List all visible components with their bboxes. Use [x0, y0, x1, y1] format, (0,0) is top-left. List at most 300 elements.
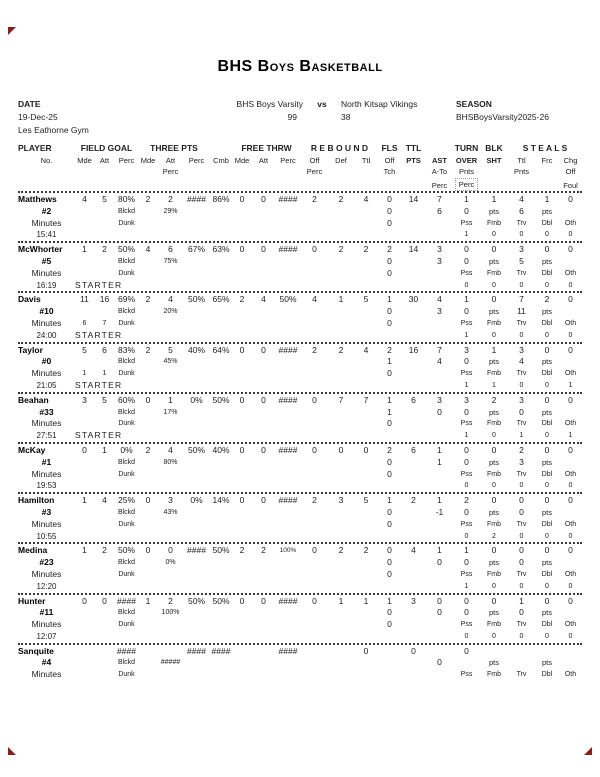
stat-steal-pnts: 0: [519, 607, 524, 618]
stat-three-att-perc: 45%: [163, 358, 178, 366]
stat-ast: 3: [437, 394, 442, 405]
stat-ft-att: 4: [261, 294, 266, 305]
col-label-perc: Perc: [280, 155, 296, 165]
stat-fg-mde: 1: [82, 244, 87, 255]
stat-ft-perc: 50%: [279, 294, 297, 305]
player-line-totals: [18, 646, 582, 658]
stat-ast-ato: 1: [437, 456, 442, 467]
player-number: #1: [41, 456, 52, 467]
player-name: Taylor: [18, 344, 43, 355]
blk-pts-label: pts: [488, 558, 499, 568]
stat-fg-perc: ####: [117, 595, 136, 606]
stat-rb-def: 2: [338, 244, 344, 255]
stat-tp-att: 3: [168, 495, 173, 506]
stat-st-breakdown: 0: [519, 632, 524, 640]
date-label: DATE: [18, 99, 41, 109]
player-line-detail-3: [18, 280, 582, 292]
blocked-label: Blckd: [117, 308, 136, 316]
fmb-label: Fmb: [487, 269, 501, 277]
col-label-off: Off: [384, 155, 395, 165]
minutes-value: 15:41: [36, 230, 57, 240]
player-block: [18, 191, 582, 241]
stat-ast-ato: 0: [437, 406, 442, 417]
stat-three-att-perc: #####: [160, 659, 181, 667]
blocked-label: Blckd: [117, 659, 136, 667]
stat-ft-perc: ####: [278, 344, 298, 355]
stat-rb-def: 7: [338, 394, 344, 405]
stat-st-breakdown: 0: [519, 331, 524, 339]
col-sublabel-perc: Perc: [455, 178, 478, 192]
stat-cmb: 40%: [212, 444, 230, 455]
stat-frc-breakdown: 0: [545, 231, 549, 239]
dbl-label: Dbl: [541, 520, 553, 528]
player-line-detail-2: [18, 519, 582, 531]
stat-fg-att: 2: [102, 545, 107, 556]
stat-fg-perc: 25%: [117, 495, 135, 506]
stat-frc: 0: [544, 444, 550, 455]
stat-rb-off: 4: [312, 294, 317, 305]
stat-chg-breakdown: 0: [568, 231, 573, 239]
stat-cmb: 63%: [212, 244, 230, 255]
stat-ast-ato: -1: [435, 506, 444, 517]
stat-st-breakdown: 0: [519, 231, 524, 239]
stat-cmb: 64%: [212, 344, 230, 355]
col-sublabel-pnts: Pnts: [513, 167, 529, 176]
stat-ft-att: 2: [261, 545, 266, 556]
stat-over-pnts: 0: [464, 306, 469, 317]
stat-over-pnts: 0: [464, 557, 469, 568]
player-block: [18, 492, 582, 542]
stat-tp-att: 5: [168, 344, 173, 355]
stat-ast-ato: 0: [437, 607, 442, 618]
player-line-detail-1: [18, 256, 582, 268]
stat-fls-row3: 0: [387, 418, 392, 429]
stat-tp-perc: 0%: [190, 495, 203, 506]
stat-fls: 2: [387, 444, 392, 455]
trv-label: Trv: [516, 470, 527, 478]
dunk-label: Dunk: [118, 269, 135, 277]
stat-blk-breakdown: 0: [492, 331, 496, 339]
col-label-ast: AST: [432, 155, 447, 165]
col-label-mde: Mde: [140, 155, 156, 165]
stat-ft-att: 0: [261, 194, 266, 204]
stat-over: 0: [464, 244, 469, 255]
stat-ft-mde: 0: [239, 244, 245, 255]
stat-ft-perc: 100%: [279, 547, 297, 555]
pss-label: Pss: [460, 370, 473, 378]
player-name: Davis: [18, 294, 41, 305]
date-value: 19-Dec-25: [18, 112, 58, 122]
stat-chg-breakdown: 1: [568, 432, 573, 440]
stat-st: 0: [519, 495, 524, 506]
stat-steal-pnts: 11: [517, 306, 526, 317]
stat-tp-att: 6: [168, 244, 173, 255]
pss-label: Pss: [460, 520, 473, 528]
starter-label: STARTER: [75, 379, 123, 390]
fmb-label: Fmb: [487, 319, 501, 327]
stat-tp-mde: 0: [145, 545, 151, 556]
frc-pts-label: pts: [541, 507, 552, 517]
player-line-detail-2: [18, 368, 582, 380]
stat-ft-perc: ####: [278, 194, 298, 204]
dunk-label: Dunk: [118, 520, 135, 528]
stat-chg: 0: [568, 194, 573, 204]
stat-fls: 1: [387, 595, 392, 606]
stat-fls-row3: 0: [387, 619, 392, 630]
stat-ast: 1: [437, 495, 442, 506]
oth-label: Oth: [564, 520, 577, 528]
stat-rb-ttl: 2: [363, 244, 369, 255]
stat-frc: 2: [544, 294, 550, 305]
stat-frc: 0: [544, 344, 550, 355]
stat-pts: 14: [408, 244, 419, 255]
stat-chg: 0: [568, 244, 573, 255]
stat-fls-tch: 0: [387, 306, 392, 317]
stat-st-breakdown: 0: [519, 532, 524, 540]
stat-frc-breakdown: 0: [545, 432, 549, 440]
stat-ft-mde: 0: [239, 495, 245, 506]
stat-fls-tch: 0: [387, 557, 392, 568]
player-line-totals: [18, 445, 582, 457]
minutes-value: 27:51: [36, 431, 57, 441]
col-label-cmb: Cmb: [213, 155, 229, 165]
col-group-ttl: TTL: [405, 143, 422, 153]
stat-blk: 0: [491, 444, 497, 455]
player-block: [18, 593, 582, 643]
stat-fls-tch: 0: [387, 255, 392, 266]
stat-tp-mde: 0: [145, 394, 151, 405]
fmb-label: Fmb: [487, 370, 501, 378]
stat-fls-row3: 0: [387, 568, 392, 579]
dunk-label: Dunk: [118, 219, 135, 227]
player-line-detail-3: [18, 581, 582, 593]
stat-blk: 0: [491, 244, 497, 255]
stat-frc: 0: [544, 394, 550, 405]
stat-fg-perc: 50%: [117, 244, 135, 255]
stat-frc: 0: [544, 595, 550, 606]
stat-ft-mde: 0: [239, 394, 245, 405]
blocked-label: Blckd: [117, 508, 136, 516]
player-block: [18, 241, 582, 291]
stat-rb-off: 2: [312, 194, 317, 204]
stat-ft-mde: 0: [239, 194, 245, 204]
player-block: [18, 542, 582, 592]
trv-label: Trv: [516, 370, 527, 378]
stat-frc-breakdown: 0: [545, 582, 549, 590]
stat-fg-att: 4: [102, 495, 107, 506]
player-name: Matthews: [18, 194, 57, 204]
stat-chg: 0: [568, 394, 573, 405]
stat-rb-off: 0: [312, 545, 317, 556]
stat-fls: 1: [387, 394, 392, 405]
stat-ast: 1: [437, 545, 442, 556]
player-line-detail-1: [18, 607, 582, 619]
col-sublabel-off: Off: [565, 167, 576, 176]
stat-over-pnts: 0: [464, 406, 469, 417]
player-name: Sanquite: [18, 645, 54, 656]
stat-fls: 2: [387, 244, 392, 255]
player-line-detail-1: [18, 457, 582, 469]
corner-mark-icon: [8, 27, 16, 35]
stat-frc-breakdown: 0: [545, 381, 549, 389]
stat-blk-breakdown: 0: [492, 582, 496, 590]
stat-over-pnts: 0: [464, 506, 469, 517]
stat-three-att-perc: 29%: [163, 207, 178, 215]
stat-fls-tch: 1: [387, 406, 392, 417]
page-title: BHS Boys Basketball: [217, 58, 383, 75]
stat-dunk-att: 7: [102, 319, 107, 327]
stat-fls-row3: 0: [387, 217, 392, 228]
stat-ft-mde: 0: [239, 444, 245, 455]
player-name: Hunter: [18, 595, 46, 606]
fmb-label: Fmb: [487, 621, 501, 629]
stat-rb-def: 0: [338, 444, 344, 455]
stat-over: 1: [464, 194, 469, 204]
stat-st-breakdown: 0: [519, 482, 524, 490]
stat-blk-breakdown: 2: [492, 532, 496, 540]
stat-chg-breakdown: 1: [568, 381, 573, 389]
stat-over-pnts: 0: [464, 255, 469, 266]
stat-three-att-perc: 0%: [165, 559, 176, 567]
minutes-value: 16:19: [36, 280, 57, 290]
stat-steal-pnts: 3: [519, 456, 524, 467]
stat-rb-def: 2: [338, 545, 344, 556]
stat-pts: 4: [411, 545, 416, 556]
player-line-detail-3: [18, 380, 582, 392]
starter-label: STARTER: [75, 329, 123, 340]
player-line-detail-2: [18, 268, 582, 280]
player-number: #10: [39, 306, 54, 317]
player-block: [18, 342, 582, 392]
stat-chg: 0: [568, 545, 573, 556]
col-label-ttl: Ttl: [517, 155, 526, 165]
stat-over-breakdown: 0: [464, 482, 469, 490]
stat-over-breakdown: 1: [464, 231, 469, 239]
player-name: Beahan: [18, 394, 49, 405]
dbl-label: Dbl: [541, 470, 553, 478]
fmb-label: Fmb: [487, 671, 501, 679]
fmb-label: Fmb: [487, 470, 501, 478]
player-line-detail-3: [18, 430, 582, 442]
stat-st: 7: [519, 294, 524, 305]
stat-frc-breakdown: 0: [545, 532, 549, 540]
frc-pts-label: pts: [541, 558, 552, 568]
trv-label: Trv: [516, 570, 527, 578]
stat-dunk-mde: 6: [82, 319, 87, 327]
minutes-label: Minutes: [31, 468, 62, 479]
stat-fls: 0: [387, 545, 392, 556]
dunk-label: Dunk: [118, 671, 135, 679]
dbl-label: Dbl: [541, 570, 553, 578]
col-group-field-goal: FIELD GOAL: [80, 143, 133, 153]
minutes-label: Minutes: [31, 368, 62, 379]
player-line-detail-1: [18, 206, 582, 218]
oth-label: Oth: [564, 319, 577, 327]
stat-over: 0: [464, 444, 469, 455]
stat-blk-breakdown: 0: [492, 482, 496, 490]
stat-chg-breakdown: 0: [568, 582, 573, 590]
stat-ft-perc: ####: [278, 595, 298, 606]
stat-tp-att: 0: [168, 545, 173, 556]
stat-fg-mde: 3: [82, 394, 87, 405]
stat-fg-att: 0: [102, 595, 107, 606]
stat-tp-mde: 2: [145, 444, 151, 455]
minutes-label: Minutes: [31, 267, 62, 278]
stat-rb-ttl: 2: [363, 545, 369, 556]
player-number: #23: [39, 557, 54, 568]
stat-steal-pnts: 0: [519, 557, 524, 568]
stat-over-breakdown: 1: [464, 331, 469, 339]
stat-chg: 0: [568, 495, 573, 506]
stat-tp-perc: 67%: [187, 244, 205, 255]
stat-over: 0: [464, 645, 469, 656]
pss-label: Pss: [460, 420, 473, 428]
frc-pts-label: pts: [541, 608, 552, 618]
stat-ast: 7: [437, 194, 442, 204]
pss-label: Pss: [460, 219, 473, 227]
col-group-fls: FLS: [381, 143, 398, 153]
col-label-att: Att: [99, 155, 110, 165]
stat-fls: 2: [387, 344, 392, 355]
blocked-label: Blckd: [117, 559, 136, 567]
blocked-label: Blckd: [117, 408, 136, 416]
stat-steal-pnts: 6: [519, 205, 524, 216]
player-line-detail-3: [18, 531, 582, 543]
stat-fls-tch: 0: [387, 456, 392, 467]
player-block: [18, 643, 582, 681]
stat-tp-perc: 40%: [187, 344, 205, 355]
player-line-detail-2: [18, 418, 582, 430]
stat-chg-breakdown: 0: [568, 281, 573, 289]
stat-fls: 0: [387, 194, 392, 204]
player-number: #4: [41, 657, 52, 668]
stat-ast: 7: [437, 344, 442, 355]
stat-rb-ttl: 7: [363, 394, 369, 405]
blk-pts-label: pts: [488, 206, 499, 216]
stat-ft-mde: 2: [239, 545, 245, 556]
stat-fls: 1: [387, 495, 392, 506]
stat-frc: 0: [544, 545, 550, 556]
stat-over-breakdown: 1: [464, 582, 469, 590]
blk-pts-label: pts: [488, 407, 499, 417]
oth-label: Oth: [564, 420, 577, 428]
oth-label: Oth: [564, 570, 577, 578]
stat-ast-ato: 3: [437, 306, 442, 317]
stat-fg-att: 2: [102, 244, 107, 255]
header-sub-row-3: [18, 178, 582, 192]
blk-pts-label: pts: [488, 307, 499, 317]
stat-over: 1: [464, 545, 469, 556]
stat-frc: 1: [544, 194, 550, 204]
header-group-row: [18, 143, 582, 155]
stat-rb-ttl: 0: [363, 444, 369, 455]
stat-rb-def: 3: [338, 495, 344, 506]
stat-pts: 3: [411, 595, 416, 606]
minutes-value: 21:05: [36, 380, 57, 390]
stat-tp-perc: ####: [187, 645, 206, 656]
minutes-value: 12:20: [36, 581, 57, 591]
stat-rb-off: 0: [312, 244, 317, 255]
header-sub-row-2: [18, 166, 582, 178]
stat-tp-mde: 1: [145, 595, 151, 606]
stat-ft-mde: 2: [239, 294, 245, 305]
col-sublabel-foul: Foul: [563, 180, 578, 190]
stat-ast-ato: 6: [437, 205, 442, 216]
stat-rb-ttl: 5: [363, 495, 369, 506]
stat-st: 2: [519, 444, 524, 455]
stat-rb-off: 0: [312, 394, 317, 405]
trv-label: Trv: [516, 621, 527, 629]
stat-fg-perc: 50%: [117, 545, 135, 556]
stat-chg-breakdown: 0: [568, 632, 573, 640]
col-label-off: Off: [309, 155, 320, 165]
minutes-label: Minutes: [31, 217, 62, 228]
player-line-detail-1: [18, 557, 582, 569]
stat-steal-pnts: 0: [519, 406, 524, 417]
stat-fls-tch: 0: [387, 205, 392, 216]
stat-blk-breakdown: 1: [492, 381, 496, 389]
stat-blk-breakdown: 0: [492, 432, 496, 440]
home-team: BHS Boys Varsity: [236, 99, 303, 109]
stat-tp-mde: 0: [145, 495, 151, 506]
player-line-detail-1: [18, 306, 582, 318]
oth-label: Oth: [564, 671, 577, 679]
player-line-detail-3: [18, 229, 582, 241]
frc-pts-label: pts: [541, 256, 552, 266]
dunk-label: Dunk: [118, 470, 135, 478]
stat-rb-ttl: 1: [363, 595, 369, 606]
stat-three-att-perc: 17%: [163, 408, 178, 416]
oth-label: Oth: [564, 219, 577, 227]
away-team: North Kitsap Vikings: [341, 99, 418, 109]
stat-ast: 1: [437, 444, 442, 455]
stat-pts: 14: [408, 194, 419, 204]
player-line-detail-2: [18, 218, 582, 230]
stat-tp-perc: 50%: [187, 294, 205, 305]
dbl-label: Dbl: [541, 621, 553, 629]
player-number: #5: [41, 255, 52, 266]
stat-frc-breakdown: 0: [545, 331, 549, 339]
stat-tp-perc: ####: [187, 194, 206, 204]
player-number: #0: [41, 356, 52, 367]
fmb-label: Fmb: [487, 219, 501, 227]
stat-fg-perc: ####: [117, 645, 136, 656]
stat-chg-breakdown: 0: [568, 482, 573, 490]
vs-label: vs: [317, 99, 327, 109]
stat-st-breakdown: 0: [519, 582, 524, 590]
player-block: [18, 392, 582, 442]
player-number: #3: [41, 506, 52, 517]
blk-pts-label: pts: [488, 608, 499, 618]
stat-st: 3: [519, 344, 524, 355]
player-block: [18, 291, 582, 341]
col-label-att: Att: [165, 155, 176, 165]
minutes-label: Minutes: [31, 317, 62, 328]
pss-label: Pss: [460, 319, 473, 327]
stat-steal-pnts: 4: [519, 356, 524, 367]
stat-rb-def: 2: [338, 194, 344, 204]
stat-fg-mde: 1: [82, 495, 87, 506]
stat-cmb: 50%: [212, 545, 230, 556]
stat-cmb: 50%: [212, 595, 230, 606]
oth-label: Oth: [564, 269, 577, 277]
blk-pts-label: pts: [488, 256, 499, 266]
stat-rb-off: 2: [312, 344, 317, 355]
stat-ast: 4: [437, 294, 442, 305]
player-line-detail-1: [18, 356, 582, 368]
player-line-detail-1: [18, 657, 582, 669]
player-line-totals: [18, 345, 582, 357]
